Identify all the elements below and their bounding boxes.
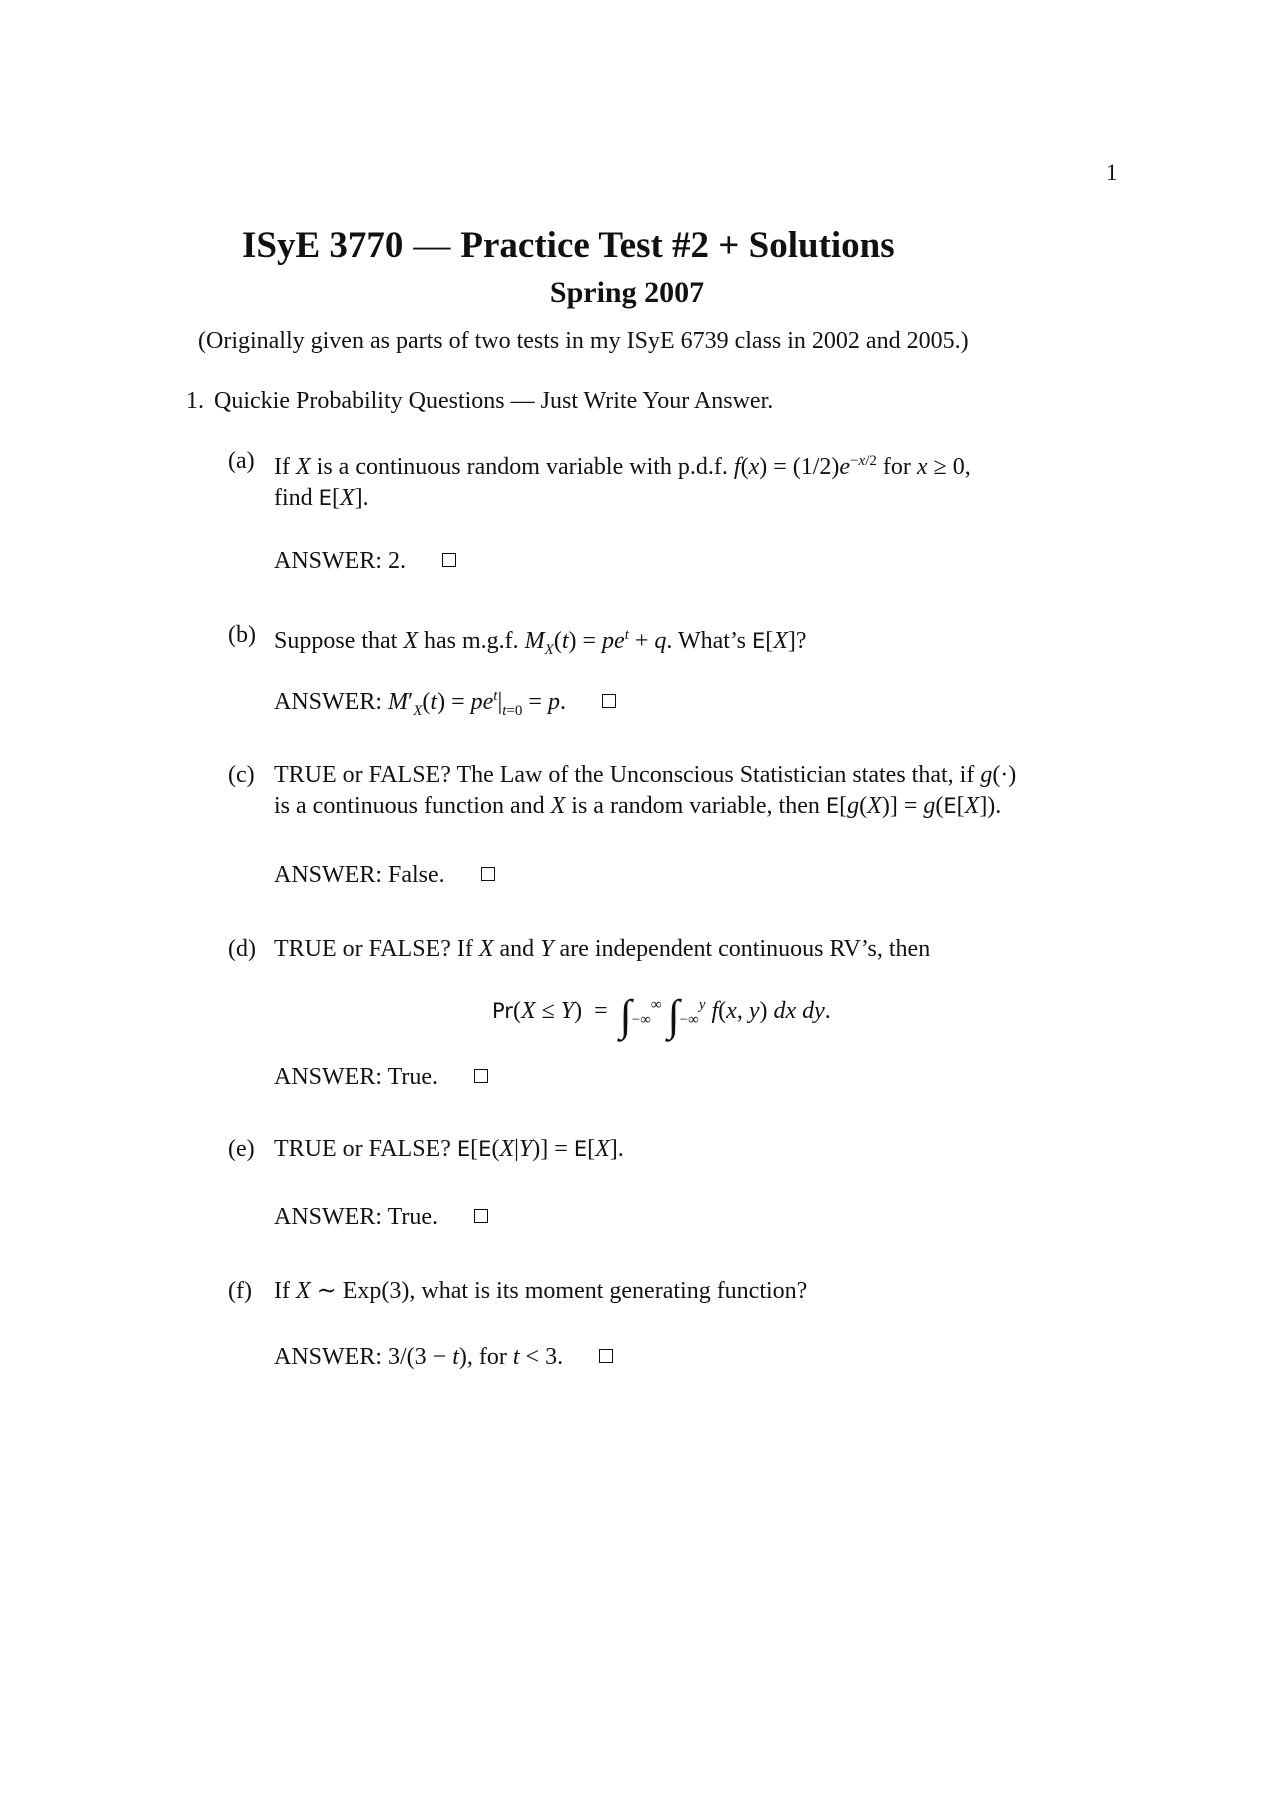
answer-f	[274, 1344, 613, 1371]
page-number: 1	[1106, 160, 1118, 185]
qed-box-icon	[442, 553, 456, 567]
question-number: 1.	[186, 388, 204, 414]
answer-text: ANSWER: 3/(3 − t), for t < 3.	[274, 1344, 564, 1370]
part-e	[228, 1134, 1128, 1165]
origin-note: (Originally given as parts of two tests in my ISyE 6739 class in 2002 and 2005.)	[198, 328, 969, 354]
question-heading	[186, 388, 773, 415]
part-c	[228, 760, 1128, 822]
qed-box-icon	[599, 1349, 613, 1363]
part-a-line1: If X is a continuous random variable with p.d.f. $f(x) = (1/2)e^{-x/2}$ for x ≥ 0,	[274, 453, 971, 480]
display-equation: $Pr(X \le Y) = \int_{-\infty}^\infty$ $\int_{-\infty}^y$ f(x, y) dx dy.	[492, 991, 831, 1040]
part-label: (e)	[228, 1136, 255, 1162]
qed-box-icon	[602, 694, 616, 708]
part-label: (c)	[228, 762, 255, 788]
answer-text: ANSWER: False.	[274, 862, 445, 888]
qed-box-icon	[474, 1069, 488, 1083]
part-c-line1: TRUE or FALSE? The Law of the Unconscious Statistician states that, if g(·)	[274, 762, 1017, 788]
qed-box-icon	[474, 1209, 488, 1223]
part-b	[228, 620, 1128, 666]
part-c-line2: is a continuous function and X is a random variable, then E[g(X)] = g(E[X]).	[274, 793, 1002, 819]
part-d	[228, 934, 1128, 965]
page-title	[242, 224, 895, 267]
answer-c	[274, 862, 495, 889]
answer-text: ANSWER: $M'_X(t) = pe^t|_{t=0} = p$.	[274, 688, 566, 719]
qed-box-icon	[481, 867, 495, 881]
title-dash: —	[413, 225, 451, 266]
course-code: ISyE 3770	[242, 225, 404, 266]
part-text	[274, 446, 1128, 514]
part-text: TRUE or FALSE? E[E(X|Y)] = E[X].	[274, 1136, 624, 1162]
part-a	[228, 446, 1128, 514]
part-text: Suppose that X has m.g.f. $M_X(t) = pe^t + q$. What’s E[X]?	[274, 627, 807, 658]
part-label: (a)	[228, 448, 255, 474]
part-text: TRUE or FALSE? If X and Y are independent continuous RV’s, then	[274, 936, 931, 962]
answer-text: ANSWER: 2.	[274, 548, 406, 574]
answer-a	[274, 548, 456, 575]
part-label: (f)	[228, 1278, 252, 1304]
part-label: (d)	[228, 936, 256, 962]
part-f	[228, 1276, 1128, 1307]
answer-b	[274, 688, 616, 720]
part-text	[274, 760, 1128, 822]
test-name: Practice Test #2 + Solutions	[460, 225, 895, 266]
part-text: If X ∼ Exp(3), what is its moment generating function?	[274, 1278, 808, 1304]
answer-d	[274, 1064, 488, 1091]
term: Spring 2007	[549, 276, 705, 309]
answer-text: ANSWER: True.	[274, 1204, 439, 1230]
part-label: (b)	[228, 622, 256, 648]
question-title: Quickie Probability Questions — Just Write Your Answer.	[214, 388, 774, 414]
answer-e	[274, 1204, 488, 1231]
part-a-line2: find E[X].	[274, 485, 369, 511]
answer-text: ANSWER: True.	[274, 1064, 439, 1090]
